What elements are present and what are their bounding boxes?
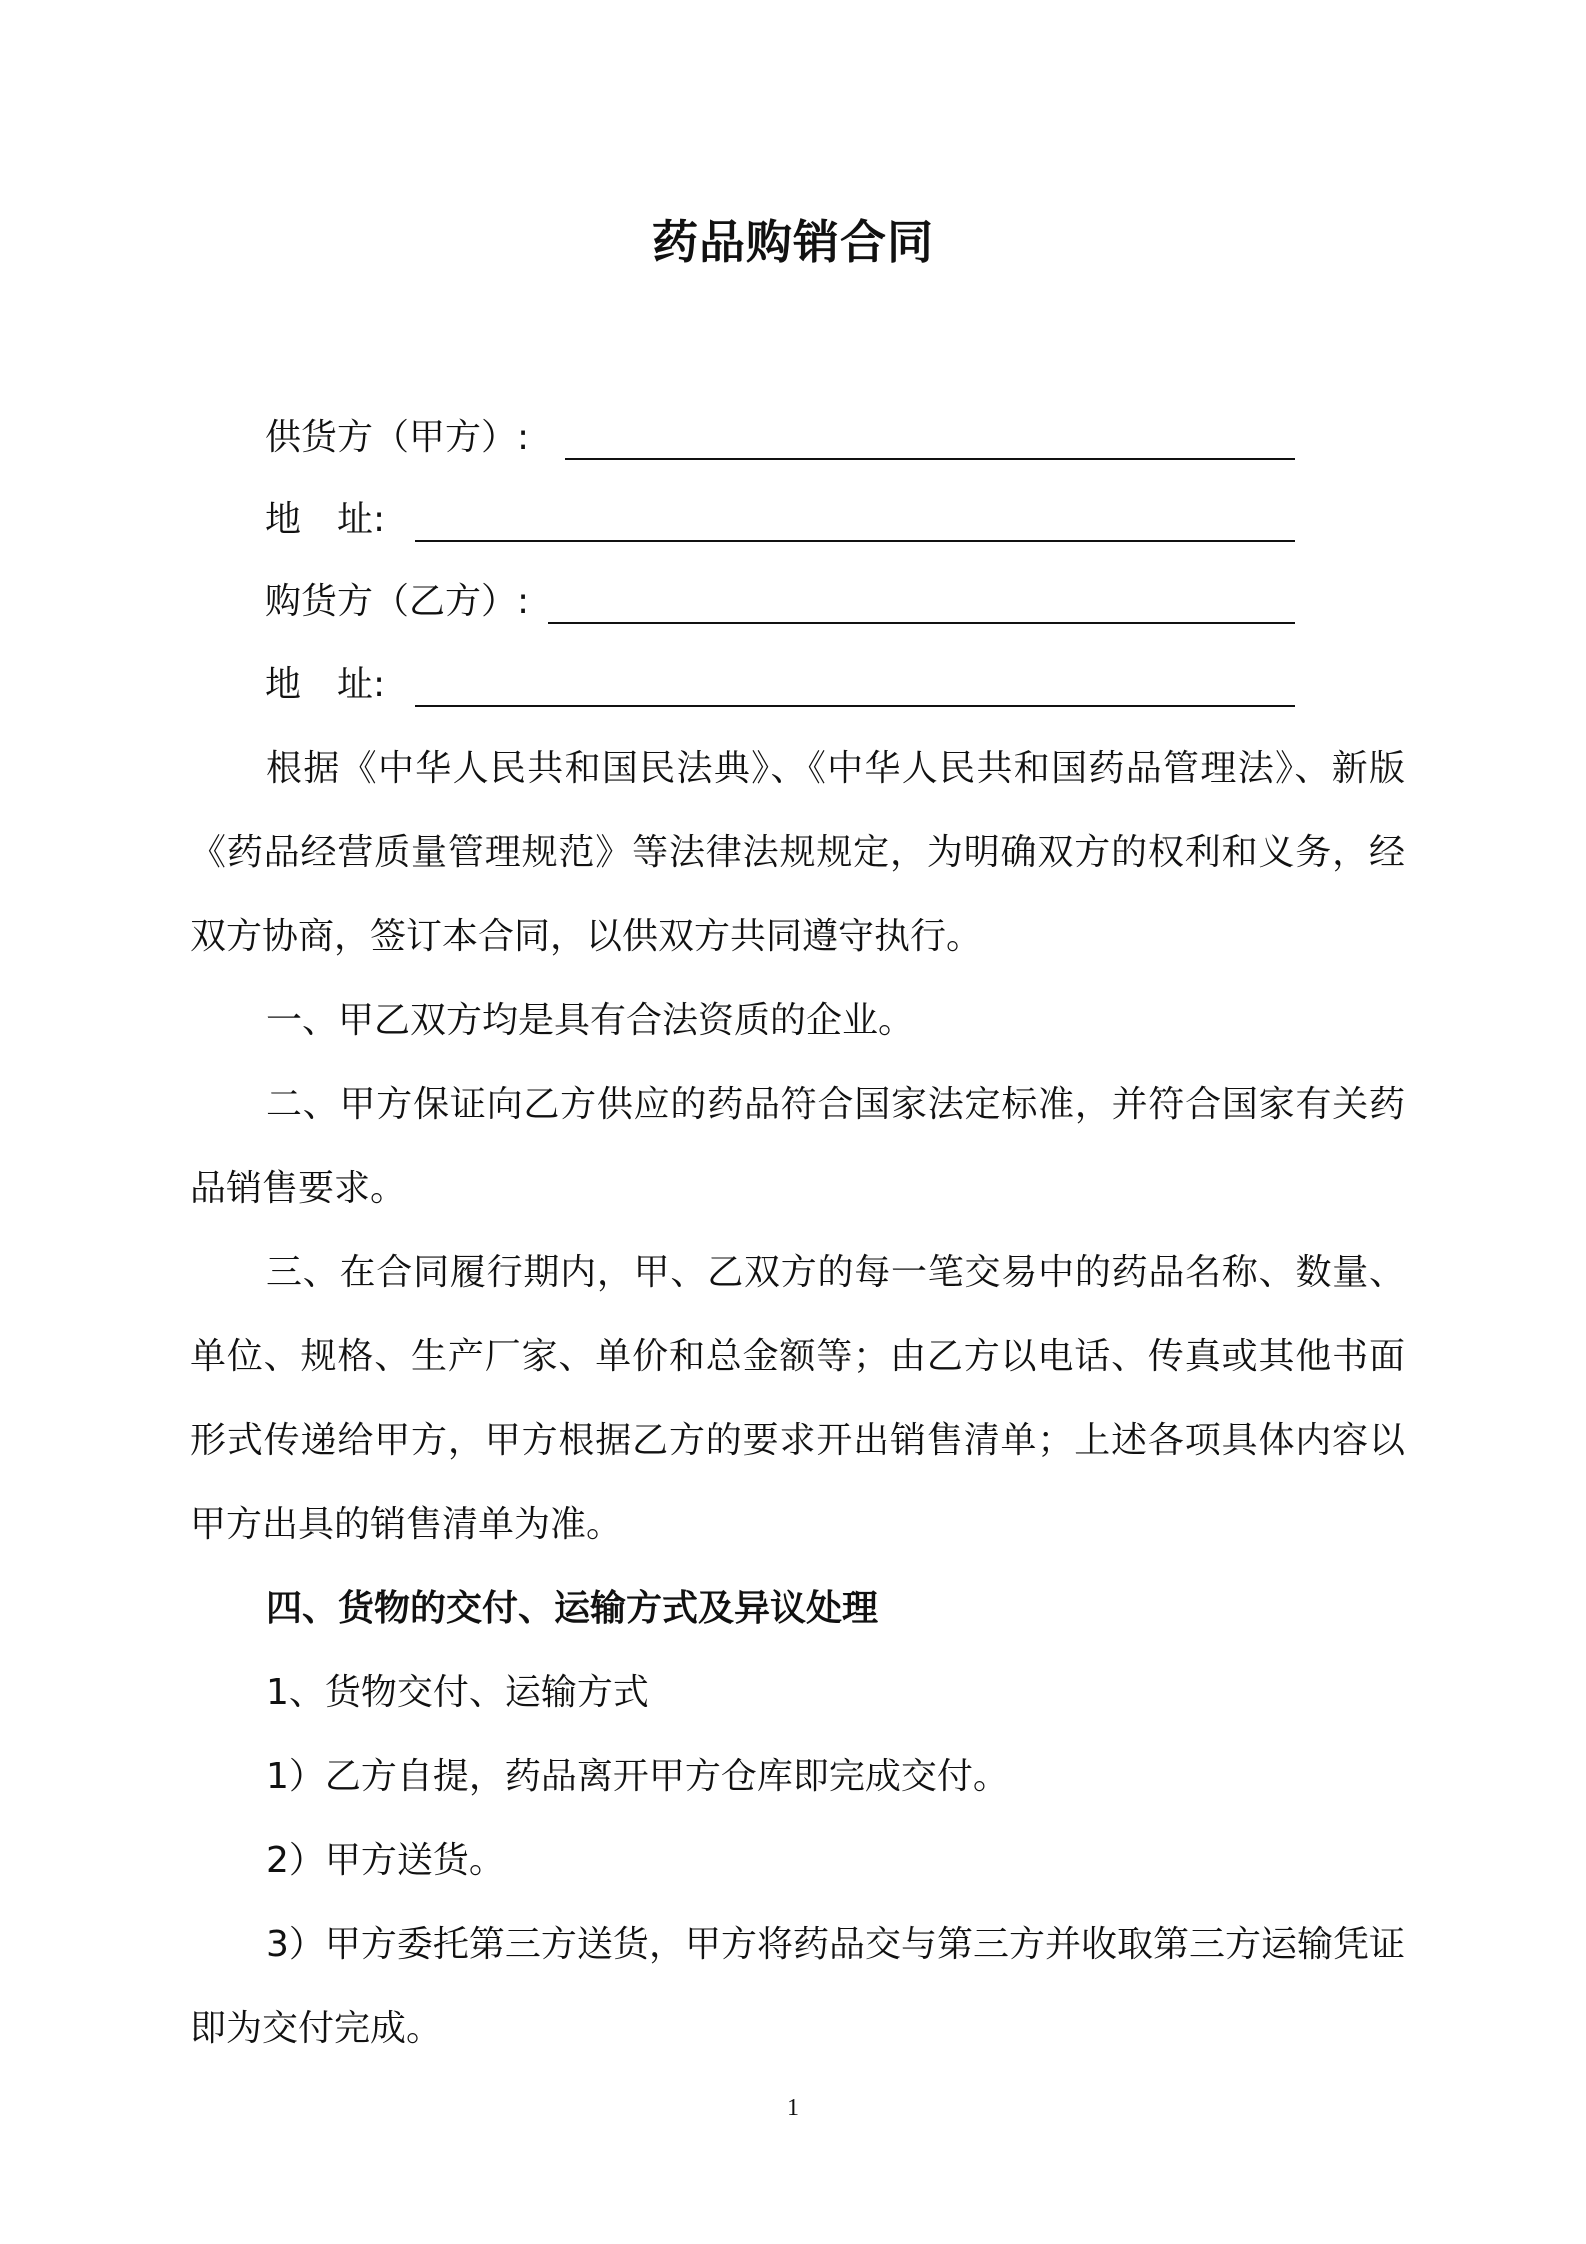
clause-4-1-item-3: 3）甲方委托第三方送货，甲方将药品交与第三方并收取第三方运输凭证即为交付完成。 (190, 1924, 1405, 2049)
clause-4-1-item-1: 1）乙方自提，药品离开甲方仓库即完成交付。 (266, 1756, 1009, 1797)
supplier-field (265, 408, 1295, 468)
clause-2: 二、甲方保证向乙方供应的药品符合国家法定标准，并符合国家有关药品销售要求。 (190, 1084, 1405, 1209)
supplier-address-field (265, 490, 1295, 550)
buyer-address-field (265, 655, 1295, 715)
clause-3: 三、在合同履行期内，甲、乙双方的每一笔交易中的药品名称、数量、单位、规格、生产厂家、单价和总金额等；由乙方以电话、传真或其他书面形式传递给甲方，甲方根据乙方的要求开出销售清单；上述各项具体内容以甲方出具的销售清单为准。 (190, 1252, 1405, 1545)
preamble-paragraph: 根据《中华人民共和国民法典》、《中华人民共和国药品管理法》、新版《药品经营质量管理规范》等法律法规规定，为明确双方的权利和义务，经双方协商，签订本合同，以供双方共同遵守执行。 (190, 748, 1405, 957)
supplier-address-label: 地 址: (265, 499, 386, 540)
buyer-field (265, 572, 1295, 632)
clause-1: 一、甲乙双方均是具有合法资质的企业。 (266, 1000, 915, 1041)
page-number: 1 (787, 2095, 799, 2121)
supplier-address-blank-line (415, 540, 1295, 542)
supplier-label: 供货方（甲方）: (265, 417, 530, 458)
buyer-address-blank-line (415, 705, 1295, 707)
clause-4-1-item-2: 2）甲方送货。 (266, 1840, 505, 1881)
supplier-blank-line (565, 458, 1295, 460)
clause-4-heading: 四、货物的交付、运输方式及异议处理 (266, 1588, 879, 1629)
buyer-address-label: 地 址: (265, 664, 386, 705)
buyer-label: 购货方（乙方）: (265, 581, 530, 622)
clause-4-1-heading: 1、货物交付、运输方式 (266, 1672, 649, 1713)
document-title: 药品购销合同 (652, 215, 934, 269)
buyer-blank-line (548, 622, 1295, 624)
